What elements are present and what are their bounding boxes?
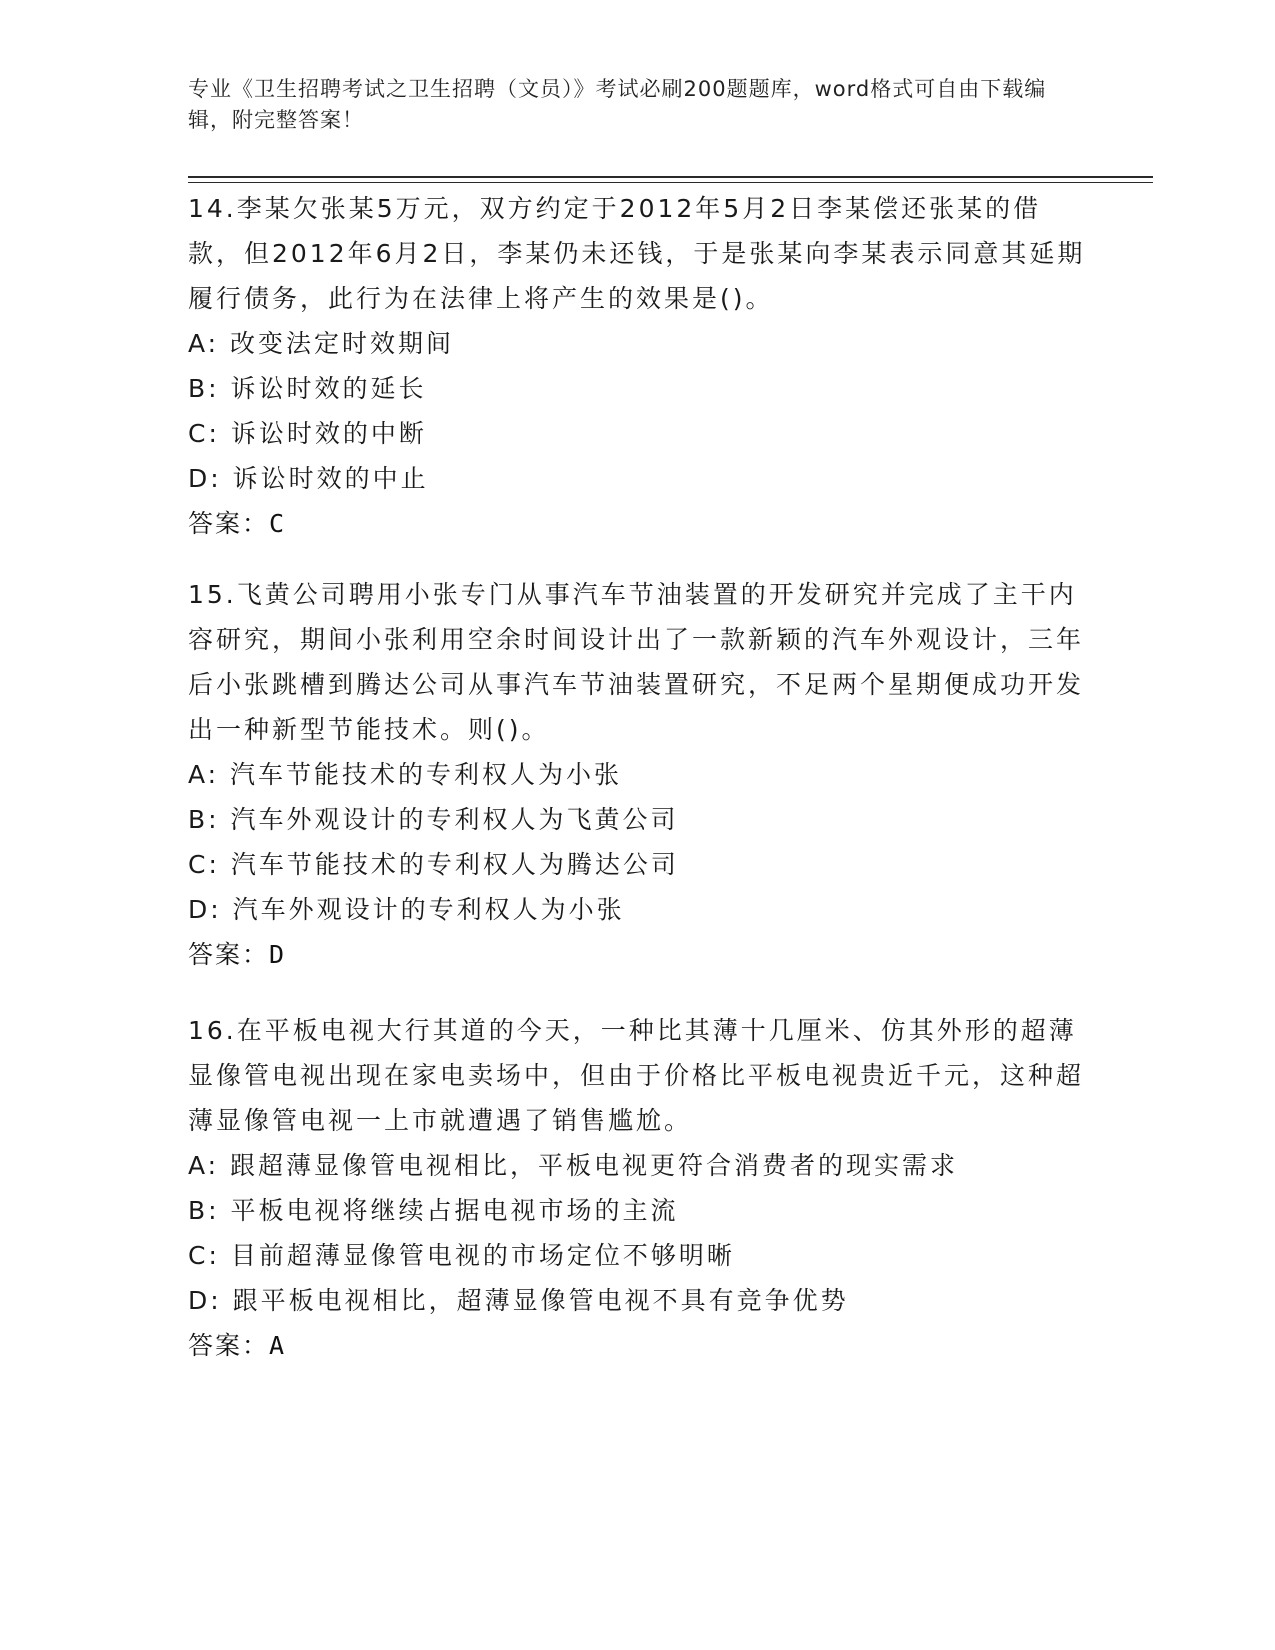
option-a: A: 跟超薄显像管电视相比，平板电视更符合消费者的现实需求 (188, 1151, 959, 1180)
question-stem: 15.飞黄公司聘用小张专门从事汽车节油装置的开发研究并完成了主干内容研究，期间小张利用空余时间设计出了一款新颖的汽车外观设计，三年后小张跳槽到腾达公司从事汽车节油装置研究，不足两个星期便成功开发出一种新型节能技术。则()。 (188, 580, 1085, 744)
option-c: C: 汽车节能技术的专利权人为腾达公司 (188, 850, 679, 879)
question-stem: 14.李某欠张某5万元，双方约定于2012年5月2日李某偿还张某的借款，但2012年6月2日，李某仍未还钱，于是张某向李某表示同意其延期履行债务，此行为在法律上将产生的效果是()。 (188, 194, 1086, 313)
option-b: B: 诉讼时效的延长 (188, 374, 427, 403)
option-d: D: 跟平板电视相比，超薄显像管电视不具有竞争优势 (188, 1286, 849, 1315)
option-d: D: 诉讼时效的中止 (188, 464, 429, 493)
answer-label: 答案： (188, 940, 270, 969)
document-header: 专业《卫生招聘考试之卫生招聘（文员）》考试必刷200题题库，word格式可自由下载编辑，附完整答案！ (188, 77, 1047, 132)
question-15 (188, 572, 1088, 977)
answer-value: D (269, 940, 287, 969)
option-d: D: 汽车外观设计的专利权人为小张 (188, 895, 625, 924)
answer-label: 答案： (188, 509, 270, 538)
question-16 (188, 1008, 1088, 1368)
answer-line (188, 501, 1088, 546)
option-b: B: 汽车外观设计的专利权人为飞黄公司 (188, 805, 679, 834)
option-a: A: 汽车节能技术的专利权人为小张 (188, 760, 623, 789)
option-c: C: 诉讼时效的中断 (188, 419, 427, 448)
header-divider-thin (188, 182, 1153, 183)
answer-value: A (269, 1331, 287, 1360)
answer-line (188, 1323, 1088, 1368)
answer-line (188, 932, 1088, 977)
question-14 (188, 186, 1088, 546)
option-a: A: 改变法定时效期间 (188, 329, 455, 358)
option-b: B: 平板电视将继续占据电视市场的主流 (188, 1196, 679, 1225)
answer-value: C (269, 509, 287, 538)
question-stem: 16.在平板电视大行其道的今天，一种比其薄十几厘米、仿其外形的超薄显像管电视出现在家电卖场中，但由于价格比平板电视贵近千元，这种超薄显像管电视一上市就遭遇了销售尴尬。 (188, 1016, 1085, 1135)
option-c: C: 目前超薄显像管电视的市场定位不够明晰 (188, 1241, 735, 1270)
header-divider-thick (188, 176, 1153, 178)
answer-label: 答案： (188, 1331, 270, 1360)
